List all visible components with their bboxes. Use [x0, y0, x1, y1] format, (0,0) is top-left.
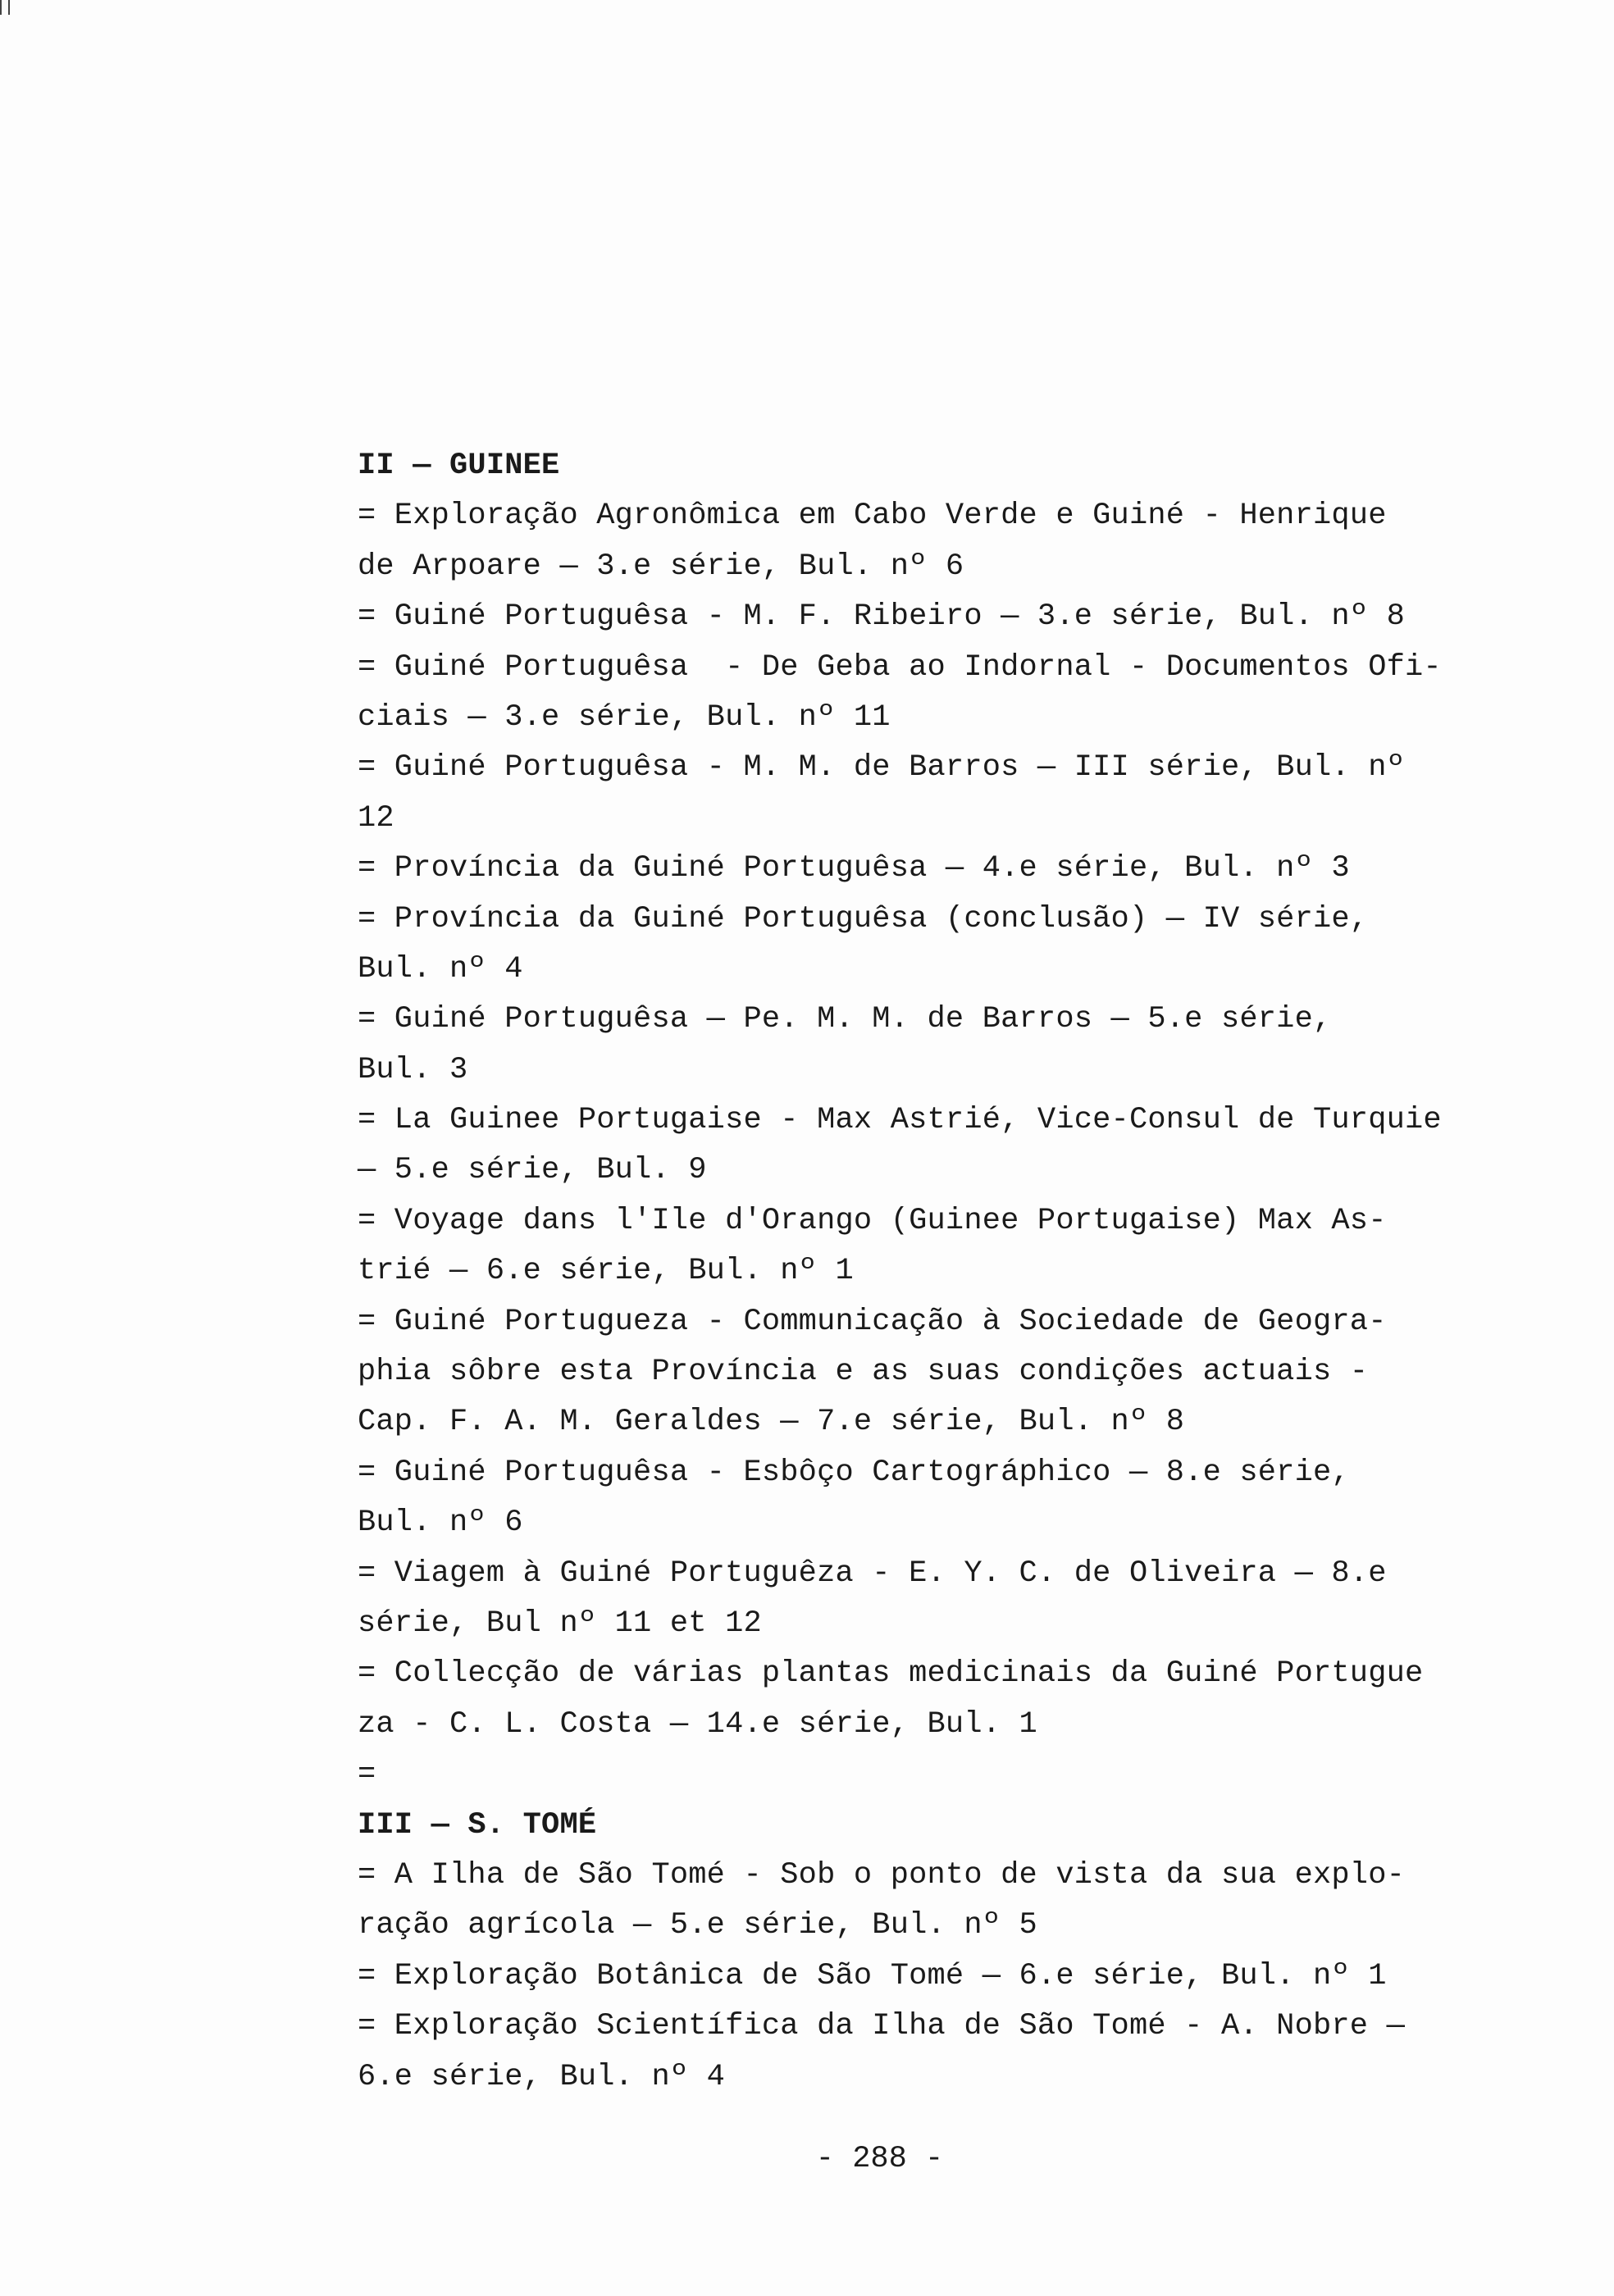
text-line: Bul. 3: [358, 1052, 468, 1087]
section-heading: II — GUINEE: [358, 449, 560, 483]
bibliography-text: [358, 441, 1571, 2102]
text-line: = Guiné Portuguêsa - De Geba ao Indornal - Documentos Ofi-: [358, 649, 1442, 685]
text-line: trié — 6.e série, Bul. nº 1: [358, 1254, 854, 1289]
text-line: série, Bul nº 11 et 12: [358, 1606, 762, 1641]
text-line: de Arpoare — 3.e série, Bul. nº 6: [358, 549, 964, 584]
text-line: = Guiné Portuguêsa - M. M. de Barros — III série, Bul. nº: [358, 750, 1406, 786]
scan-margin-mark: [0, 0, 10, 15]
page-number: - 288 -: [815, 2142, 944, 2176]
text-line: = Viagem à Guiné Portuguêza - E. Y. C. de Oliveira — 8.e: [358, 1556, 1387, 1591]
text-line: = La Guinee Portugaise - Max Astrié, Vice-Consul de Turquie: [358, 1103, 1442, 1138]
text-line: = Província da Guiné Portuguêsa — 4.e série, Bul. nº 3: [358, 851, 1350, 886]
text-line: = Guiné Portuguêsa - M. F. Ribeiro — 3.e série, Bul. nº 8: [358, 599, 1406, 635]
text-line: za - C. L. Costa — 14.e série, Bul. 1: [358, 1706, 1037, 1742]
text-line: = Collecção de várias plantas medicinais da Guiné Portugue: [358, 1656, 1424, 1692]
text-line: ciais — 3.e série, Bul. nº 11: [358, 699, 891, 735]
text-line: 6.e série, Bul. nº 4: [358, 2059, 726, 2094]
text-line: phia sôbre esta Província e as suas condições actuais -: [358, 1355, 1369, 1390]
text-line: = Guiné Portuguêsa - Esbôço Cartográphico — 8.e série,: [358, 1455, 1350, 1490]
text-line: ração agrícola — 5.e série, Bul. nº 5: [358, 1908, 1037, 1943]
text-line: = Exploração Scientífica da Ilha de São Tomé - A. Nobre —: [358, 2009, 1406, 2044]
text-line: 12: [358, 800, 394, 836]
text-line: = A Ilha de São Tomé - Sob o ponto de vista da sua explo-: [358, 1857, 1406, 1893]
text-line: = Guiné Portugueza - Communicação à Sociedade de Geogra-: [358, 1304, 1387, 1339]
section-heading: III — S. TOMÉ: [358, 1807, 597, 1843]
text-line: = Guiné Portuguêsa — Pe. M. M. de Barros — 5.e série,: [358, 1002, 1332, 1037]
text-line: = Província da Guiné Portuguêsa (conclusão) — IV série,: [358, 901, 1369, 936]
text-line: — 5.e série, Bul. 9: [358, 1153, 707, 1188]
text-line: Bul. nº 4: [358, 951, 523, 986]
text-line: Bul. nº 6: [358, 1506, 523, 1541]
text-line: = Exploração Botânica de São Tomé — 6.e série, Bul. nº 1: [358, 1958, 1387, 1993]
text-line: = Voyage dans l'Ile d'Orango (Guinee Portugaise) Max As-: [358, 1203, 1387, 1238]
text-line: Cap. F. A. M. Geraldes — 7.e série, Bul. nº 8: [358, 1405, 1185, 1440]
text-line: = Exploração Agronômica em Cabo Verde e Guiné - Henrique: [358, 499, 1387, 534]
text-line: =: [358, 1757, 376, 1793]
